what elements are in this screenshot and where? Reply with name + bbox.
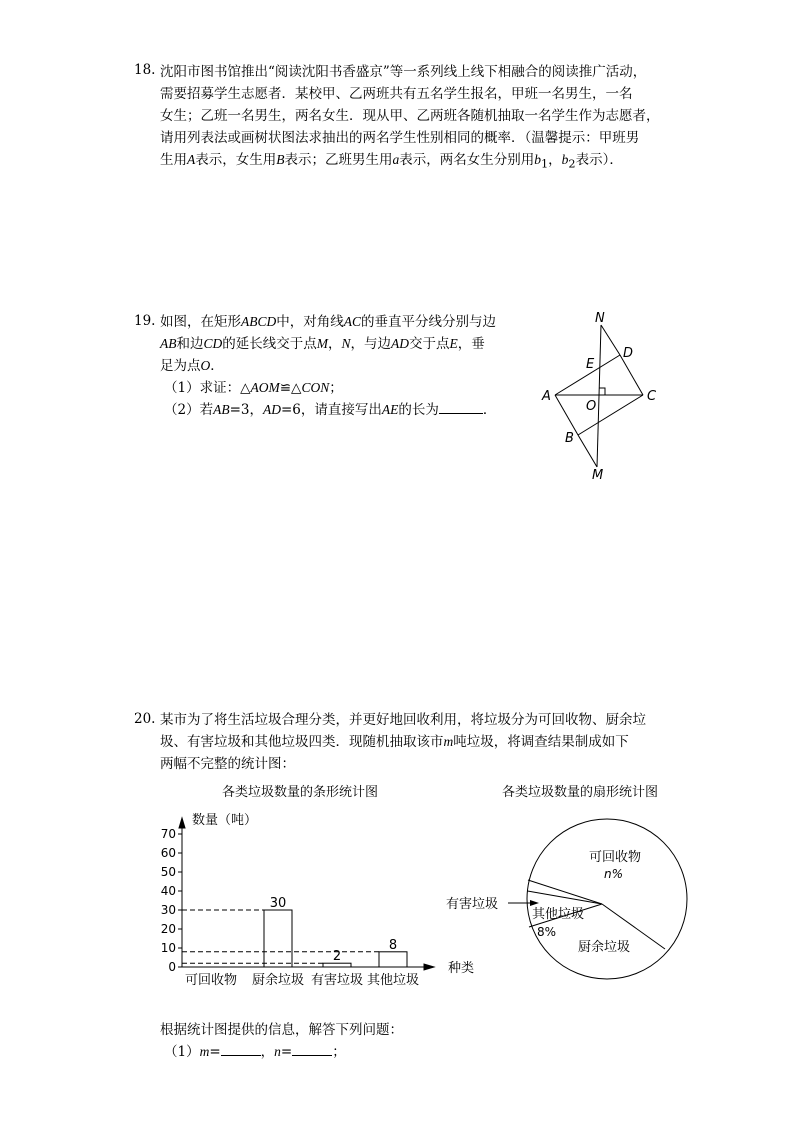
right-angle-mark — [599, 388, 605, 395]
text: ； — [332, 1044, 346, 1060]
slice-label-kitchen: 厨余垃圾 — [578, 940, 631, 955]
var: E — [449, 336, 458, 351]
label-O: O — [586, 399, 597, 414]
label-M: M — [592, 468, 604, 483]
q20-followup — [160, 1019, 680, 1063]
callout-arrowhead — [530, 900, 539, 906]
q20-instruction: 根据统计图提供的信息，解答下列问题： — [160, 1022, 403, 1038]
line-AB — [555, 395, 578, 435]
bar — [379, 952, 407, 967]
text: 中，对角线 — [276, 314, 344, 330]
q19-body — [160, 311, 530, 421]
q18-line-4: 请用列表法或画树状图法求抽出的两名学生性别相同的概率．（温馨提示：甲班男 — [160, 130, 640, 146]
var-m: m — [443, 734, 454, 749]
q19-line-3 — [160, 355, 530, 377]
text: ，垂 — [457, 336, 485, 352]
q20-line-1: 某市为了将生活垃圾合理分类，并更好地回收利用，将垃圾分为可回收物、厨余垃 — [160, 712, 646, 728]
var-A: A — [187, 152, 196, 167]
answer-blank-m[interactable] — [221, 1041, 261, 1056]
text: 表示，两名女生分别用 — [399, 152, 535, 168]
q20-body — [160, 709, 680, 775]
var: N — [341, 336, 351, 351]
text: ． — [210, 358, 224, 374]
var: AD — [263, 402, 281, 417]
q18-body — [160, 61, 680, 176]
q18-number: 18. — [134, 62, 156, 78]
label-N: N — [595, 311, 605, 326]
y-tick-label: 40 — [160, 884, 176, 898]
q20-line-3: 两幅不完整的统计图： — [160, 756, 295, 772]
slice-label-recyclable: 可回收物 — [589, 850, 642, 865]
text: ，与边 — [350, 336, 392, 352]
subscript: 1 — [541, 157, 549, 171]
text: ≌△ — [279, 380, 302, 396]
q20-part-1 — [160, 1041, 680, 1063]
text: 的长为 — [398, 402, 439, 418]
y-tick-label: 70 — [160, 827, 176, 841]
line-DC — [620, 355, 643, 395]
slice-value-recyclable: n% — [604, 867, 624, 881]
category-label: 有害垃圾 — [310, 973, 364, 988]
category-label: 厨余垃圾 — [251, 973, 305, 988]
text: ； — [329, 380, 343, 396]
q20-number: 20. — [134, 711, 156, 727]
x-axis-label: 种类 — [448, 961, 475, 976]
bar-chart-title: 各类垃圾数量的条形统计图 — [222, 785, 379, 800]
text: 表示，女生用 — [195, 152, 277, 168]
var: AE — [381, 402, 399, 417]
q19-line-1 — [160, 311, 530, 333]
label-A: A — [542, 389, 551, 404]
label-C: C — [647, 389, 657, 404]
text: ， — [548, 152, 562, 168]
q18-line-1: 沈阳市图书馆推出“阅读沈阳书香盛京”等一系列线上线下相融合的阅读推广活动， — [160, 64, 647, 80]
q20-line-2 — [160, 731, 680, 753]
pie-circle — [527, 819, 687, 979]
q19-part-1 — [160, 377, 530, 399]
text: 的垂直平分线分别与边 — [361, 314, 497, 330]
text: ， — [328, 336, 342, 352]
text: 和边 — [176, 336, 204, 352]
y-tick-label: 60 — [160, 846, 176, 860]
y-tick-label: 50 — [160, 865, 176, 879]
var-b2: b — [561, 152, 569, 167]
text: =6，请直接写出 — [281, 402, 382, 418]
text: 圾、有害垃圾和其他垃圾四类．现随机抽取该市 — [160, 734, 444, 750]
q19-part-2 — [160, 399, 530, 421]
bar-data-label: 8 — [388, 937, 398, 953]
text: 交于点 — [409, 336, 450, 352]
var: ABCD — [241, 314, 277, 329]
q19-figure — [535, 305, 670, 490]
q19-line-2 — [160, 333, 530, 355]
var-a: a — [392, 152, 400, 167]
y-axis-label: 数量（吨） — [192, 813, 258, 828]
bar-chart — [140, 800, 475, 995]
var: CD — [203, 336, 223, 351]
var-B: B — [276, 152, 285, 167]
var: AD — [391, 336, 410, 351]
text: 的延长线交于点 — [222, 336, 317, 352]
slice-label-other: 其他垃圾 — [532, 907, 585, 922]
y-axis-arrow — [179, 818, 185, 828]
text: =3， — [229, 402, 263, 418]
bar-data-label: 30 — [269, 896, 287, 911]
text: = — [209, 1044, 221, 1060]
q19-number: 19. — [134, 313, 156, 329]
text: 如图，在矩形 — [160, 314, 241, 330]
pie-chart-title: 各类垃圾数量的扇形统计图 — [502, 785, 659, 800]
q18-line-2: 需要招募学生志愿者．某校甲、乙两班共有五名学生报名，甲班一名男生，一名 — [160, 86, 633, 102]
text: （2）若 — [164, 402, 214, 418]
answer-blank[interactable] — [439, 399, 483, 414]
var: CON — [301, 380, 330, 395]
text: ， — [260, 1044, 275, 1060]
label-B: B — [565, 431, 574, 446]
pie-radius-2 — [528, 880, 602, 904]
q18-line-3: 女生；乙班一名男生，两名女生．现从甲、乙两班各随机抽取一名学生作为志愿者， — [160, 108, 660, 124]
subscript: 2 — [568, 157, 576, 171]
text: 表示）． — [575, 152, 623, 168]
label-D: D — [623, 346, 634, 361]
y-tick-label: 20 — [160, 922, 176, 936]
var: M — [316, 336, 329, 351]
line-ND — [601, 325, 620, 355]
var: AC — [343, 314, 362, 329]
text: 生用 — [160, 152, 187, 168]
line-NM — [597, 325, 601, 467]
text: 足为点 — [160, 358, 201, 374]
text: 表示；乙班男生用 — [284, 152, 393, 168]
text: （1）求证：△ — [164, 380, 251, 396]
text: （1） — [164, 1044, 200, 1060]
y-tick-label: 10 — [160, 941, 176, 955]
y-tick-label: 0 — [168, 960, 176, 974]
var-b1: b — [534, 152, 541, 167]
callout-label: 有害垃圾 — [446, 897, 499, 912]
q18-line-5 — [160, 149, 680, 176]
var: O — [200, 358, 211, 373]
var: AB — [213, 402, 230, 417]
bar-data-label: 2 — [332, 949, 342, 965]
var-m: m — [199, 1044, 210, 1059]
text: = — [280, 1044, 293, 1060]
var: AOM — [250, 380, 280, 395]
line-BM — [578, 435, 597, 467]
category-label: 其他垃圾 — [366, 973, 420, 988]
label-E: E — [586, 357, 595, 372]
pie-chart — [440, 800, 700, 1000]
x-axis-arrow — [424, 964, 434, 970]
answer-blank-n[interactable] — [292, 1041, 332, 1056]
category-label: 可回收物 — [184, 973, 238, 988]
var-n: n — [274, 1044, 281, 1059]
var: AB — [160, 336, 177, 351]
text: 吨垃圾，将调查结果制成如下 — [453, 734, 629, 750]
slice-value-other: 8% — [537, 925, 557, 939]
y-tick-label: 30 — [160, 903, 176, 917]
pie-radius-1 — [528, 891, 603, 904]
text: ． — [482, 402, 497, 418]
bar — [264, 910, 292, 967]
